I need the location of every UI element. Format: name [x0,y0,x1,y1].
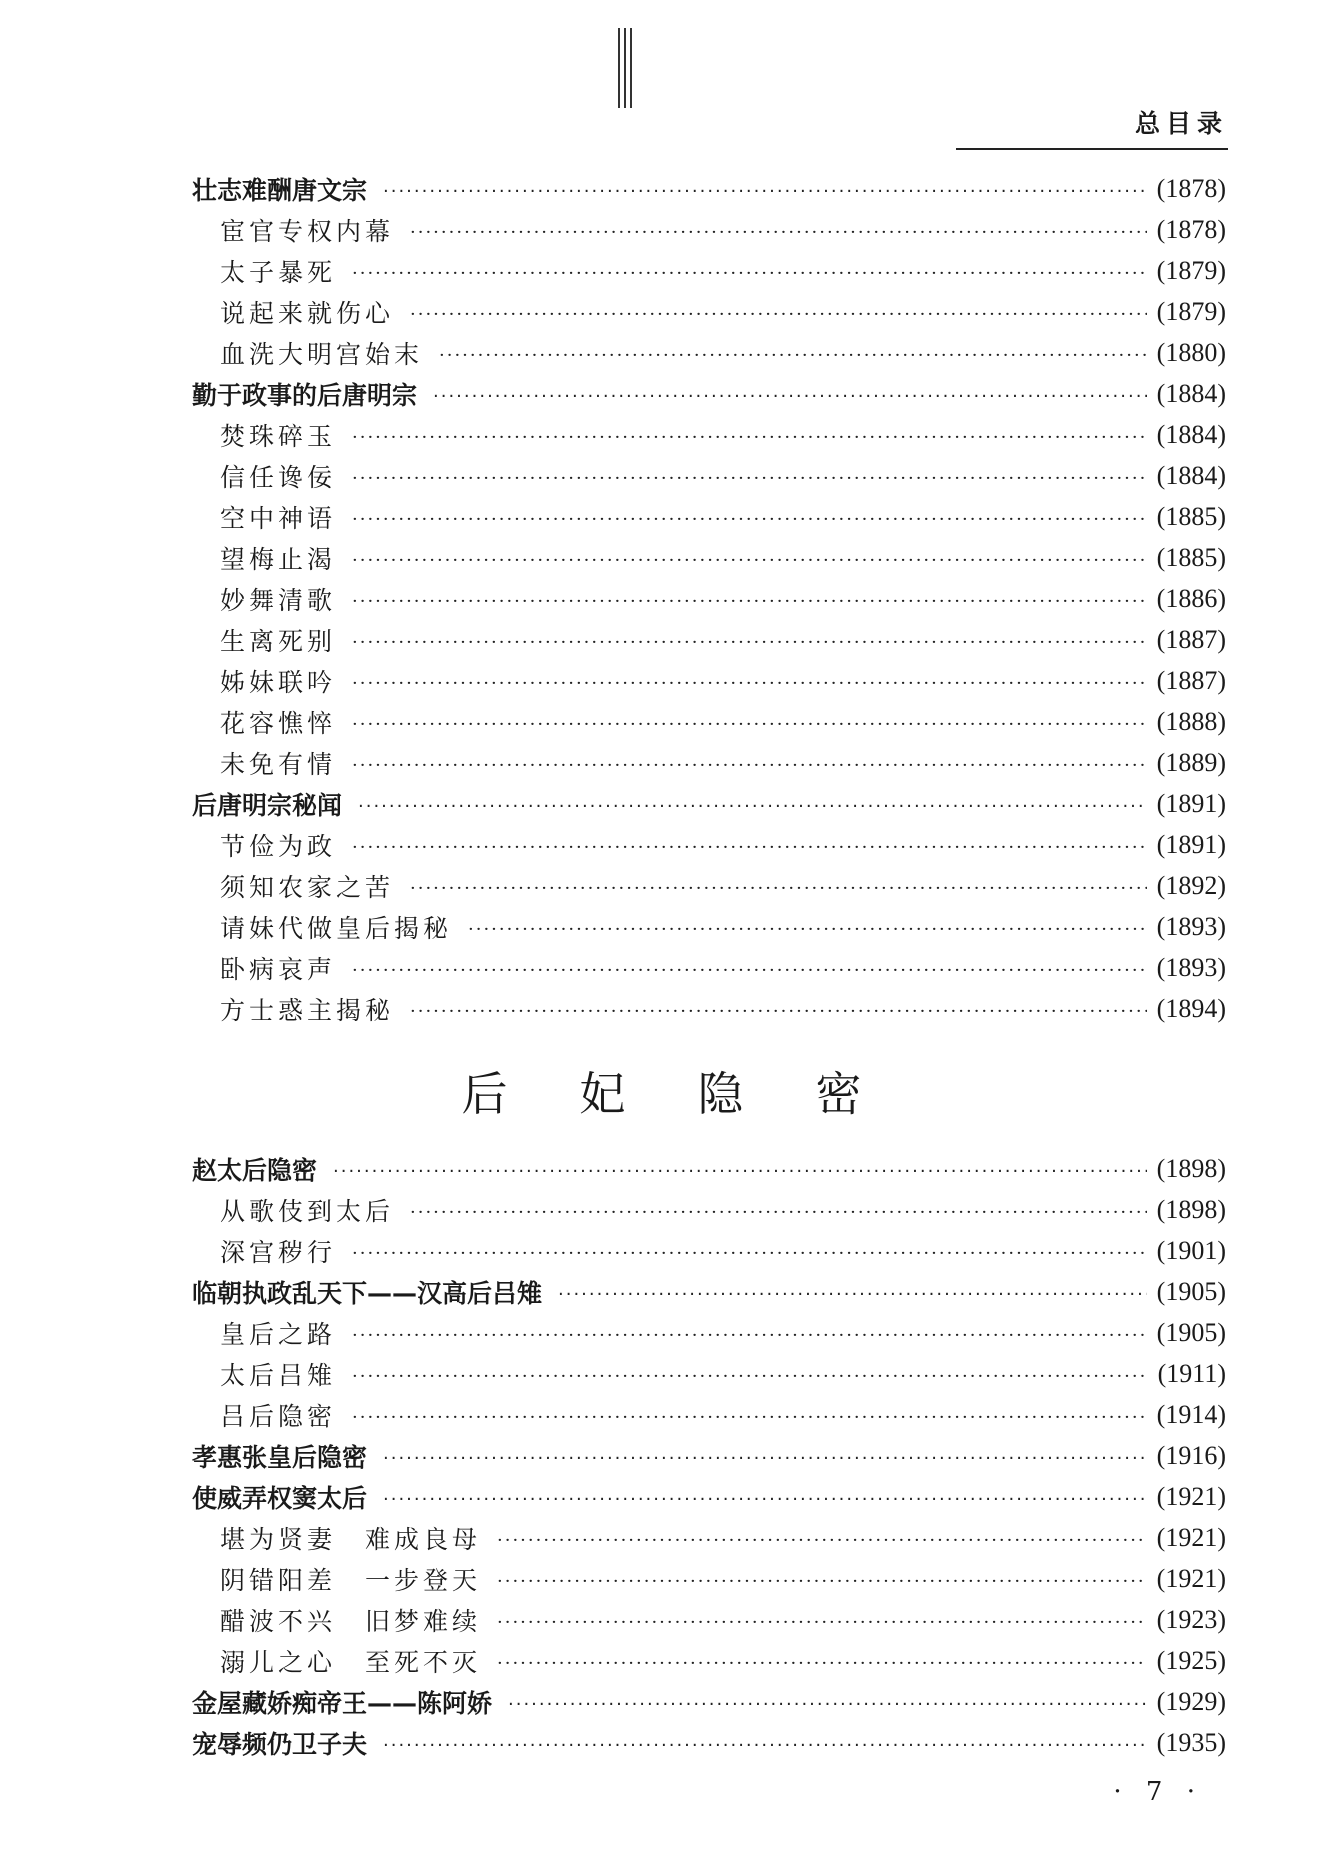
toc-entry-title: 孝惠张皇后隐密 [192,1442,368,1472]
toc-entry-section [190,332,1226,373]
toc-entry-section [190,1353,1226,1394]
toc-entry-chapter [190,373,1226,414]
toc-entry-page: (1923) [1156,1604,1226,1634]
toc-entry-page: (1884) [1156,419,1226,449]
dot-leader [439,345,1147,366]
toc-entry-section [190,414,1226,455]
toc-entry-page: (1878) [1156,214,1226,244]
dot-leader [497,1612,1147,1633]
toc-entry-title: 宦官专权内幕 [220,216,395,246]
header-rule [956,148,1228,150]
toc-entry-title: 望梅止渴 [220,544,337,574]
toc-entry-title: 吕后隐密 [220,1401,337,1431]
toc-entry-page: (1911) [1157,1358,1226,1388]
toc-entry-page: (1901) [1156,1235,1226,1265]
toc-entry-title: 方士惑主揭秘 [220,995,395,1025]
toc-entry-section [190,1517,1226,1558]
toc-entry-section [190,824,1226,865]
toc-entry-page: (1891) [1156,829,1226,859]
toc-entry-title: 壮志难酬唐文宗 [192,175,368,205]
dot-leader [410,304,1147,325]
toc-entry-page: (1892) [1156,870,1226,900]
toc-entry-page: (1914) [1156,1399,1226,1429]
toc-entry-title: 节俭为政 [220,831,337,861]
toc-entry-section [190,865,1226,906]
toc-entry-page: (1889) [1156,747,1226,777]
toc-entry-section [190,906,1226,947]
dot-leader [352,755,1147,776]
toc-entry-title: 溺儿之心 至死不灭 [220,1647,482,1677]
dot-leader [508,1694,1147,1715]
toc-entry-title: 妙舞清歌 [220,585,337,615]
toc-entry-page: (1888) [1156,706,1226,736]
toc-entry-section [190,1189,1226,1230]
toc-entry-chapter [190,1681,1226,1722]
toc-entry-section [190,988,1226,1029]
dot-leader [352,509,1147,530]
toc-entry-page: (1921) [1156,1563,1226,1593]
dot-leader [352,960,1147,981]
toc-entry-title: 卧病哀声 [220,954,337,984]
dot-leader [410,222,1147,243]
toc-entry-title: 后唐明宗秘闻 [192,790,343,820]
toc-entry-title: 姊妹联吟 [220,667,337,697]
toc-entry-title: 深宫秽行 [220,1237,337,1267]
dot-leader [383,1735,1147,1756]
toc-entry-section [190,455,1226,496]
toc-entry-section [190,1558,1226,1599]
toc-entry-page: (1898) [1156,1194,1226,1224]
toc-entry-page: (1885) [1156,542,1226,572]
toc-entry-title: 说起来就伤心 [220,298,395,328]
dot-leader [358,796,1147,817]
toc-entry-section [190,701,1226,742]
toc-entry-chapter [190,1271,1226,1312]
dot-leader [383,181,1147,202]
toc-entry-title: 宠辱频仍卫子夫 [192,1729,368,1759]
toc-entry-title: 须知农家之苦 [220,872,395,902]
toc-entry-section [190,742,1226,783]
dot-leader [497,1653,1147,1674]
dot-leader [352,263,1147,284]
toc-entry-chapter [190,1148,1226,1189]
binding-mark [618,28,632,108]
toc-entry-section [190,947,1226,988]
toc-entry-section [190,250,1226,291]
dot-leader [410,1202,1147,1223]
toc-entry-page: (1893) [1156,952,1226,982]
toc-entry-chapter [190,783,1226,824]
toc-entry-page: (1905) [1156,1276,1226,1306]
toc-entry-title: 赵太后隐密 [192,1155,318,1185]
toc-entry-page: (1925) [1156,1645,1226,1675]
toc-entry-title: 未免有情 [220,749,337,779]
dot-leader [558,1284,1147,1305]
toc-entry-title: 太子暴死 [220,257,337,287]
dot-leader [410,878,1147,899]
toc-entry-page: (1887) [1156,624,1226,654]
toc-entry-title: 生离死别 [220,626,337,656]
toc-entry-title: 临朝执政乱天下——汉高后吕雉 [192,1278,543,1308]
toc-entry-page: (1935) [1156,1727,1226,1757]
toc-entry-title: 使威弄权窦太后 [192,1483,368,1513]
toc-entry-title: 勤于政事的后唐明宗 [192,380,418,410]
dot-leader [383,1489,1147,1510]
page-number: · 7 · [1113,1777,1203,1807]
dot-leader [352,1366,1148,1387]
toc-entry-page: (1921) [1156,1522,1226,1552]
toc-entry-page: (1929) [1156,1686,1226,1716]
dot-leader [497,1571,1147,1592]
dot-leader [410,1001,1147,1022]
toc-entry-section [190,578,1226,619]
dot-leader [352,550,1147,571]
toc-entry-page: (1891) [1156,788,1226,818]
toc-entry-section [190,660,1226,701]
toc-entry-section [190,496,1226,537]
toc-entry-section [190,1312,1226,1353]
section-title: 后妃隐密 [461,1067,934,1121]
running-header: 总目录 [1134,109,1228,138]
toc-entry-title: 花容憔悴 [220,708,337,738]
toc-entry-page: (1885) [1156,501,1226,531]
toc-entry-title: 焚珠碎玉 [220,421,337,451]
toc-entry-page: (1916) [1156,1440,1226,1470]
toc-entry-title: 血洗大明宫始末 [220,339,424,369]
dot-leader [352,837,1147,858]
toc-entry-title: 阴错阳差 一步登天 [220,1565,482,1595]
dot-leader [352,673,1147,694]
toc-list-part1 [190,168,1226,1029]
toc-entry-title: 信任谗佞 [220,462,337,492]
toc-entry-page: (1887) [1156,665,1226,695]
toc-entry-section [190,1394,1226,1435]
toc-entry-title: 太后吕雉 [220,1360,337,1390]
toc-entry-page: (1893) [1156,911,1226,941]
dot-leader [352,714,1147,735]
toc-entry-chapter [190,168,1226,209]
toc-entry-title: 空中神语 [220,503,337,533]
dot-leader [352,632,1147,653]
toc-entry-page: (1878) [1156,173,1226,203]
toc-entry-section [190,209,1226,250]
toc-entry-page: (1886) [1156,583,1226,613]
toc-entry-page: (1884) [1156,460,1226,490]
toc-entry-title: 请妹代做皇后揭秘 [220,913,453,943]
toc-entry-title: 堪为贤妻 难成良母 [220,1524,482,1554]
toc-entry-page: (1898) [1156,1153,1226,1183]
dot-leader [333,1161,1147,1182]
toc-entry-page: (1921) [1156,1481,1226,1511]
toc-entry-section [190,1640,1226,1681]
toc-entry-page: (1879) [1156,296,1226,326]
toc-entry-title: 从歌伎到太后 [220,1196,395,1226]
toc-entry-title: 醋波不兴 旧梦难续 [220,1606,482,1636]
toc-entry-title: 金屋藏娇痴帝王——陈阿娇 [192,1688,493,1718]
toc-entry-section [190,537,1226,578]
toc-entry-chapter [190,1476,1226,1517]
dot-leader [433,386,1147,407]
toc-entry-page: (1905) [1156,1317,1226,1347]
dot-leader [497,1530,1147,1551]
toc-entry-page: (1879) [1156,255,1226,285]
dot-leader [352,1407,1147,1428]
dot-leader [352,1243,1147,1264]
dot-leader [383,1448,1147,1469]
toc-entry-section [190,1230,1226,1271]
dot-leader [468,919,1147,940]
dot-leader [352,468,1147,489]
toc-entry-chapter [190,1435,1226,1476]
toc-entry-section [190,619,1226,660]
toc-entry-page: (1884) [1156,378,1226,408]
toc-entry-section [190,291,1226,332]
toc-entry-page: (1894) [1156,993,1226,1023]
toc-entry-title: 皇后之路 [220,1319,337,1349]
toc-entry-section [190,1599,1226,1640]
dot-leader [352,427,1147,448]
toc-list-part2 [190,1148,1226,1763]
toc-entry-chapter [190,1722,1226,1763]
toc-entry-page: (1880) [1156,337,1226,367]
dot-leader [352,591,1147,612]
dot-leader [352,1325,1147,1346]
